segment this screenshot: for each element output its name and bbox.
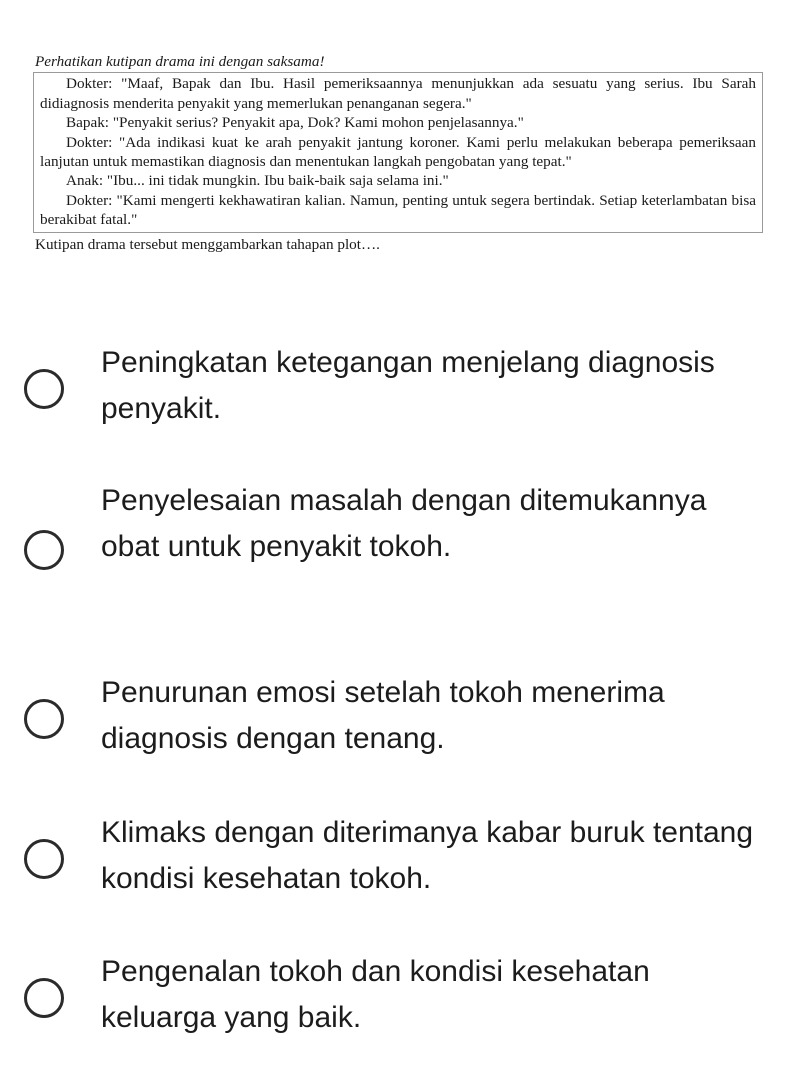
answer-option-e-text: Pengenalan tokoh dan kondisi kesehatan keluarga yang baik. bbox=[101, 955, 650, 1034]
radio-button-c[interactable] bbox=[24, 699, 64, 739]
question-prompt: Kutipan drama tersebut menggambarkan tahapan plot…. bbox=[35, 235, 380, 253]
answer-option-c-text: Penurunan emosi setelah tokoh menerima diagnosis dengan tenang. bbox=[101, 676, 665, 755]
radio-button-a[interactable] bbox=[24, 369, 64, 409]
question-block bbox=[33, 52, 763, 254]
answer-option-d-text: Klimaks dengan diterimanya kabar buruk tentang kondisi kesehatan tokoh. bbox=[101, 816, 754, 895]
radio-button-d[interactable] bbox=[24, 839, 64, 879]
excerpt-line-child: Anak: "Ibu... ini tidak mungkin. Ibu baik-baik saja selama ini." bbox=[66, 172, 449, 190]
excerpt-line-doctor-2: Dokter: "Ada indikasi kuat ke arah penyakit jantung koroner. Kami perlu melakukan beberapa pemeriksaan lanjutan untuk memastikan diagnosis dan menentukan langkah pengobatan yang tepat." bbox=[40, 133, 756, 171]
radio-button-e[interactable] bbox=[24, 978, 64, 1018]
radio-button-b[interactable] bbox=[24, 530, 64, 570]
excerpt-line-doctor-3: Dokter: "Kami mengerti kekhawatiran kalian. Namun, penting untuk segera bertindak. Setiap keterlambatan bisa berakibat fatal." bbox=[40, 191, 756, 229]
excerpt-line-doctor-1: Dokter: "Maaf, Bapak dan Ibu. Hasil pemeriksaannya menunjukkan ada sesuatu yang serius. Ibu Sarah didiagnosis menderita penyakit yang memerlukan penanganan segera." bbox=[40, 75, 756, 112]
excerpt-line-father: Bapak: "Penyakit serius? Penyakit apa, Dok? Kami mohon penjelasannya." bbox=[66, 114, 524, 132]
drama-excerpt-box bbox=[33, 72, 763, 232]
answer-option-a-text: Peningkatan ketegangan menjelang diagnosis penyakit. bbox=[101, 346, 715, 425]
answer-option-b-text: Penyelesaian masalah dengan ditemukannya obat untuk penyakit tokoh. bbox=[101, 484, 707, 563]
question-instruction: Perhatikan kutipan drama ini dengan saksama! bbox=[35, 53, 325, 70]
